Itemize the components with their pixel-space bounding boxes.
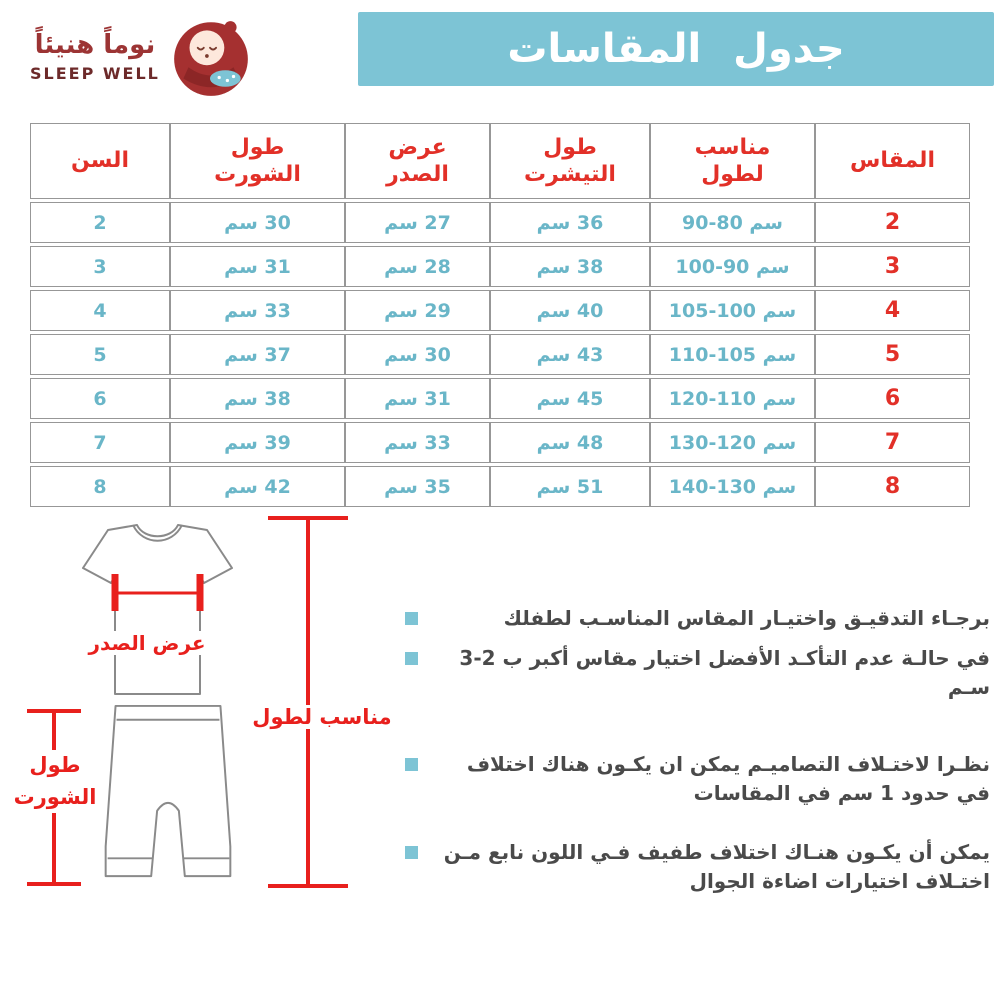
brand-logo <box>30 14 254 100</box>
note-item <box>405 604 990 633</box>
note-text: نظـرا لاختـلاف التصاميـم يمكن ان يكـون هناك اختلاف في حدود 1 سم في المقاسات <box>466 752 990 805</box>
chest-width-label: عرض الصدر <box>88 631 206 655</box>
note-text: في حالـة عدم التأكـد الأفضل اختيار مقاس أكبر ب 2-3 سـم <box>459 646 990 699</box>
cell-size: 6 <box>815 378 970 419</box>
fits-height-label: مناسب لطول <box>236 705 408 729</box>
cell-fits-height: سم 80-90 <box>650 202 815 243</box>
cell-size: 3 <box>815 246 970 287</box>
cell-age: 8 <box>30 466 170 507</box>
cell-tshirt-length: 48 سم <box>490 422 650 463</box>
cell-age: 3 <box>30 246 170 287</box>
tshirt-diagram <box>75 515 240 707</box>
note-item <box>405 750 990 808</box>
table-row <box>30 202 970 243</box>
cell-chest-width: 31 سم <box>345 378 490 419</box>
col-header-tshirt-length: طول التيشرت <box>490 123 650 199</box>
cell-shorts-length: 38 سم <box>170 378 345 419</box>
cell-shorts-length: 30 سم <box>170 202 345 243</box>
cell-chest-width: 27 سم <box>345 202 490 243</box>
brand-name-english: SLEEP WELL <box>30 64 160 84</box>
table-row <box>30 378 970 419</box>
cell-age: 6 <box>30 378 170 419</box>
cell-fits-height: سم 90-100 <box>650 246 815 287</box>
brand-name-arabic: نوماً هنيئاً <box>34 29 156 60</box>
cell-chest-width: 28 سم <box>345 246 490 287</box>
table-row <box>30 334 970 375</box>
col-header-chest-width: عرض الصدر <box>345 123 490 199</box>
cell-fits-height: سم 120-130 <box>650 422 815 463</box>
cell-shorts-length: 42 سم <box>170 466 345 507</box>
bullet-square-icon <box>405 612 418 625</box>
note-text: يمكن أن يكـون هنـاك اختلاف طفيف فـي اللون نابع مـن اختـلاف اختيارات اضاءة الجوال <box>443 840 990 893</box>
note-item <box>405 644 990 702</box>
cell-fits-height: سم 130-140 <box>650 466 815 507</box>
cell-chest-width: 29 سم <box>345 290 490 331</box>
page-title: جدول المقاسات <box>507 26 845 72</box>
cell-age: 5 <box>30 334 170 375</box>
title-banner <box>358 12 994 86</box>
cell-tshirt-length: 36 سم <box>490 202 650 243</box>
cell-size: 5 <box>815 334 970 375</box>
cell-size: 7 <box>815 422 970 463</box>
cell-size: 8 <box>815 466 970 507</box>
shorts-diagram <box>95 700 240 888</box>
cell-age: 7 <box>30 422 170 463</box>
bullet-square-icon <box>405 758 418 771</box>
col-header-shorts-length: طول الشورت <box>170 123 345 199</box>
cell-fits-height: سم 110-120 <box>650 378 815 419</box>
cell-chest-width: 30 سم <box>345 334 490 375</box>
cell-shorts-length: 37 سم <box>170 334 345 375</box>
size-table <box>30 120 970 510</box>
col-header-fits-height: مناسب لطول <box>650 123 815 199</box>
note-text: برجـاء التدقيـق واختيـار المقاس المناسـب لطفلك <box>503 606 990 630</box>
col-header-size: المقاس <box>815 123 970 199</box>
height-measure-line <box>306 516 310 888</box>
shorts-line-bottom-cap <box>27 882 81 886</box>
cell-fits-height: سم 105-110 <box>650 334 815 375</box>
table-header-row <box>30 123 970 199</box>
cell-age: 4 <box>30 290 170 331</box>
height-line-bottom-cap <box>268 884 348 888</box>
col-header-age: السن <box>30 123 170 199</box>
table-row <box>30 290 970 331</box>
cell-size: 4 <box>815 290 970 331</box>
cell-fits-height: سم 100-105 <box>650 290 815 331</box>
cell-tshirt-length: 51 سم <box>490 466 650 507</box>
cell-size: 2 <box>815 202 970 243</box>
cell-shorts-length: 33 سم <box>170 290 345 331</box>
table-row <box>30 422 970 463</box>
table-row <box>30 466 970 507</box>
cell-tshirt-length: 45 سم <box>490 378 650 419</box>
cell-tshirt-length: 40 سم <box>490 290 650 331</box>
shorts-length-label: طول الشورت <box>12 750 98 813</box>
brand-text <box>30 31 160 84</box>
cell-chest-width: 33 سم <box>345 422 490 463</box>
sleeping-baby-logo-icon <box>168 14 254 100</box>
cell-age: 2 <box>30 202 170 243</box>
cell-chest-width: 35 سم <box>345 466 490 507</box>
cell-shorts-length: 31 سم <box>170 246 345 287</box>
note-item <box>405 838 990 896</box>
cell-tshirt-length: 43 سم <box>490 334 650 375</box>
bullet-square-icon <box>405 652 418 665</box>
table-row <box>30 246 970 287</box>
cell-shorts-length: 39 سم <box>170 422 345 463</box>
bullet-square-icon <box>405 846 418 859</box>
cell-tshirt-length: 38 سم <box>490 246 650 287</box>
